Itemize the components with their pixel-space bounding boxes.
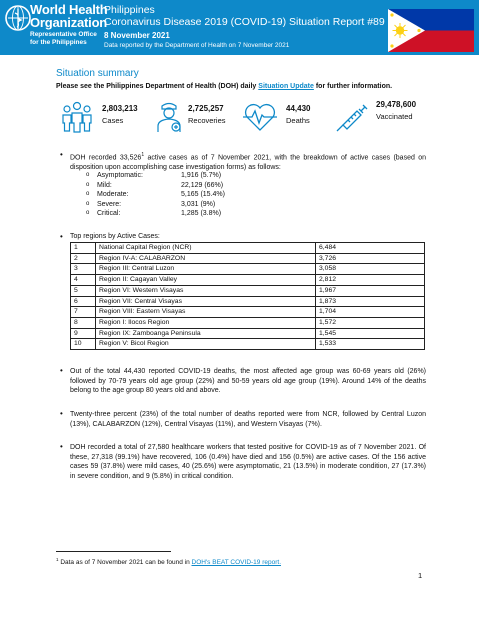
table-row (71, 264, 425, 275)
deaths-label: Deaths (286, 116, 310, 125)
region-rank: 10 (71, 339, 96, 350)
breakdown-label: Moderate: (97, 191, 129, 199)
syringe-icon (334, 98, 370, 134)
breakdown-label: Asymptomatic: (97, 172, 143, 179)
table-row (71, 296, 425, 307)
breakdown-label: Critical: (97, 210, 121, 218)
active-cases-text-before: DOH recorded 33,526 (70, 154, 142, 162)
org-name-line-2: Organization (30, 15, 108, 30)
table-row (71, 317, 425, 328)
report-title: Coronavirus Disease 2019 (COVID-19) Situation Report #89 (104, 16, 385, 28)
bullet-icon: • (60, 409, 63, 418)
region-name: Region II: Cagayan Valley (96, 275, 316, 286)
region-name: Region V: Bicol Region (96, 339, 316, 350)
philippines-flag-icon (388, 9, 474, 52)
list-marker: o (86, 210, 90, 217)
cases-label: Cases (102, 116, 124, 125)
footnote-ref[interactable]: 1 (141, 152, 145, 158)
region-rank: 9 (71, 328, 96, 339)
breakdown-label: Mild: (97, 181, 112, 189)
region-rank: 7 (71, 307, 96, 318)
intro-text-before: Please see the Philippines Department of Health (DOH) daily (56, 83, 259, 90)
footnote-divider (56, 551, 171, 552)
region-name: Region III: Central Luzon (96, 264, 316, 275)
bullet-icon: • (60, 150, 63, 159)
table-row (71, 243, 425, 254)
region-active-cases: 1,967 (316, 285, 425, 296)
office-line-1: Representative Office (30, 31, 97, 38)
header-country: Philippines (104, 4, 155, 16)
region-rank: 3 (71, 264, 96, 275)
vaccinated-label: Vaccinated (376, 112, 413, 121)
breakdown-value: 1,916 (5.7%) (181, 172, 222, 179)
region-active-cases: 3,726 (316, 253, 425, 264)
breakdown-value: 3,031 (9%) (181, 200, 216, 208)
healthcare-workers-paragraph: DOH recorded a total of 27,580 healthcare workers that tested positive for COVID-19 as of 7 November 2021. Of these, 27,318 (99.1%) have recovered, 106 (0.4%) have died and 156 (0.5%) are active cases. Of the 156 active cases 59 (37.8%) were mild cases, 40 (25.6%) were asymptomatic, 21 (13.5%) in moderate condition, 27 (17.3%) in severe condition, and 9 (5.8%) in critical condition. (70, 444, 426, 480)
section-title: Situation summary (56, 68, 139, 79)
breakdown-label: Severe: (97, 200, 122, 208)
region-name: Region VI: Western Visayas (96, 285, 316, 296)
region-active-cases: 1,545 (316, 328, 425, 339)
regions-label: Top regions by Active Cases: (70, 233, 160, 240)
table-row (71, 253, 425, 264)
region-rank: 4 (71, 275, 96, 286)
region-rank: 1 (71, 243, 96, 254)
region-name: Region VII: Central Visayas (96, 296, 316, 307)
region-name: Region I: Ilocos Region (96, 317, 316, 328)
region-rank: 6 (71, 296, 96, 307)
list-marker: o (86, 200, 90, 207)
table-row (71, 307, 425, 318)
region-rank: 8 (71, 317, 96, 328)
office-line-2: for the Philippines (30, 39, 87, 46)
intro-text (56, 82, 392, 91)
deaths-region-paragraph: Twenty-three percent (23%) of the total number of deaths reported were from NCR, followed by Central Luzon (13%), CALABARZON (12%), Central Visayas (11%), and Western Visayas (7%). (70, 411, 426, 428)
deaths-age-paragraph: Out of the total 44,430 reported COVID-19 deaths, the most affected age group was 60-69 years old (26%) followed by 70-79 years old age group (22%) and 50-59 years old age group (19%). Around 14% of the deaths belong to the age group 80 years old and above. (70, 368, 426, 395)
table-row (71, 328, 425, 339)
breakdown-value: 1,285 (3.8%) (181, 210, 222, 218)
region-rank: 2 (71, 253, 96, 264)
report-date: 8 November 2021 (104, 31, 170, 40)
region-name: National Capital Region (NCR) (96, 243, 316, 254)
region-active-cases: 1,533 (316, 339, 425, 350)
table-row (71, 285, 425, 296)
report-data-note: Data reported by the Department of Health on 7 November 2021 (104, 42, 290, 49)
active-cases-text-after: active cases as of 7 November 2021, with the breakdown of active cases (based on disposition upon accomplishing case investigation forms) as follows: (70, 154, 426, 171)
bullet-icon: • (60, 366, 63, 375)
intro-text-after: for further information. (313, 83, 393, 90)
region-active-cases: 6,484 (316, 243, 425, 254)
region-rank: 5 (71, 285, 96, 296)
active-cases-paragraph (70, 151, 426, 173)
list-marker: o (86, 172, 90, 178)
region-name: Region VIII: Eastern Visayas (96, 307, 316, 318)
cases-value: 2,803,213 (102, 104, 138, 113)
vaccinated-value: 29,478,600 (376, 100, 417, 109)
list-marker: o (86, 181, 90, 188)
beat-covid-report-link[interactable]: DOH's BEAT COVID-19 report. (191, 559, 281, 567)
recoveries-label: Recoveries (188, 116, 226, 125)
breakdown-value: 5,165 (15.4%) (181, 191, 225, 199)
regions-table (70, 242, 425, 350)
region-active-cases: 1,704 (316, 307, 425, 318)
report-header (0, 0, 479, 55)
who-emblem-icon (4, 4, 32, 32)
table-row (71, 339, 425, 350)
representative-office (30, 31, 97, 47)
bullet-icon: • (60, 442, 63, 451)
situation-update-link[interactable]: Situation Update (258, 83, 314, 90)
org-name-line-1: World Health (30, 2, 108, 17)
region-active-cases: 1,873 (316, 296, 425, 307)
people-icon (60, 100, 94, 134)
region-active-cases: 2,812 (316, 275, 425, 286)
footnote-number: 1 (56, 557, 59, 562)
region-name: Region IV-A: CALABARZON (96, 253, 316, 264)
breakdown-value: 22,129 (66%) (181, 181, 224, 189)
recoveries-value: 2,725,257 (188, 104, 224, 113)
bullet-icon: • (60, 232, 63, 241)
region-active-cases: 1,572 (316, 317, 425, 328)
deaths-value: 44,430 (286, 104, 311, 113)
footnote-text: Data as of 7 November 2021 can be found in (58, 559, 192, 567)
nurse-icon (152, 100, 186, 134)
list-marker: o (86, 191, 90, 198)
heartbeat-icon (242, 100, 278, 134)
region-active-cases: 3,058 (316, 264, 425, 275)
region-name: Region IX: Zamboanga Peninsula (96, 328, 316, 339)
page-number: 1 (418, 571, 423, 580)
org-name (30, 3, 108, 29)
footnote (56, 557, 281, 566)
table-row (71, 275, 425, 286)
